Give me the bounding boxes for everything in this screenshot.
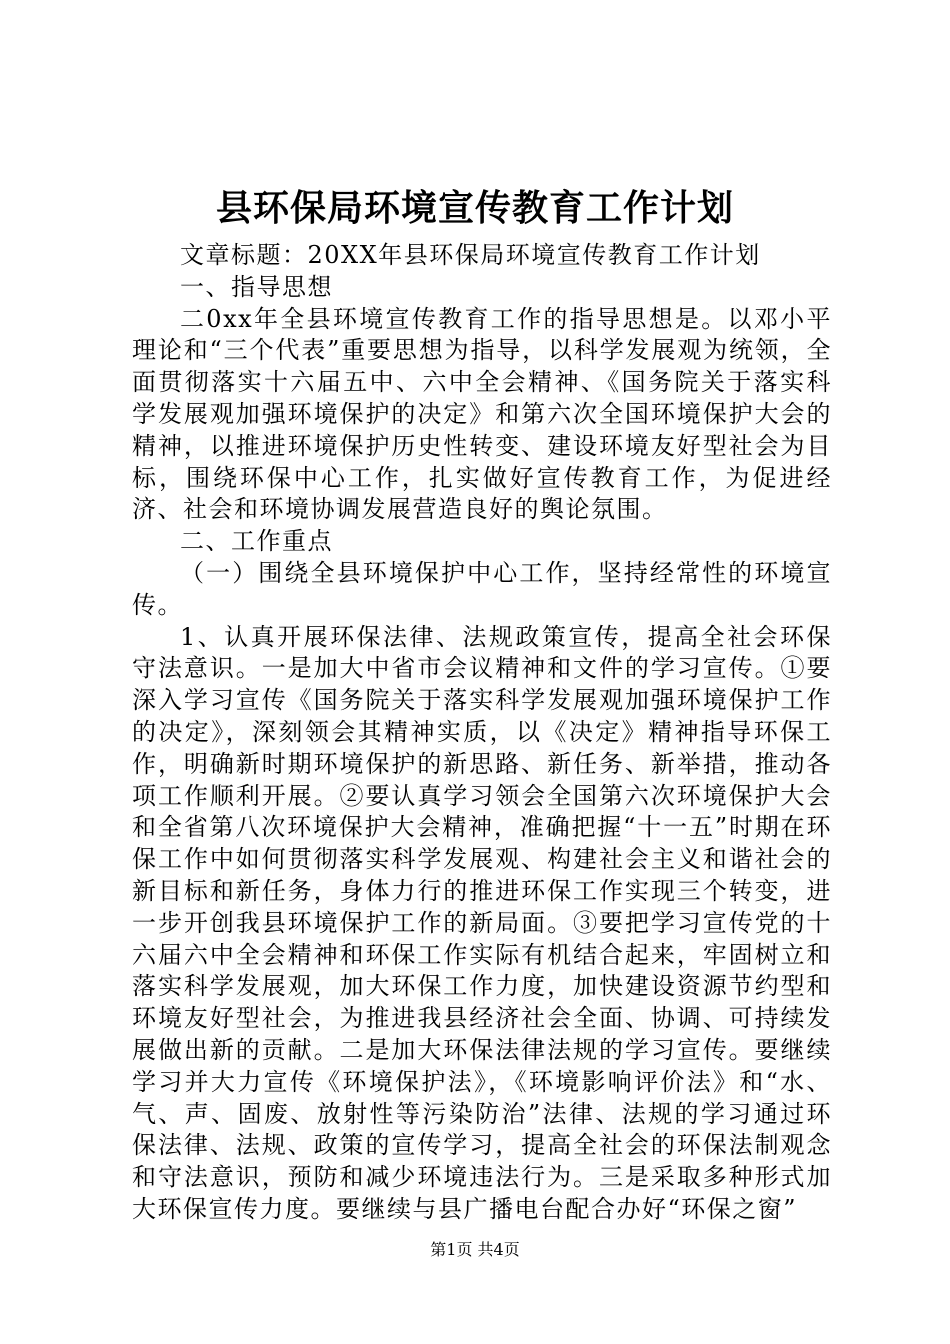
page-footer: 第1页 共4页: [430, 1240, 520, 1259]
article-title-line: 文章标题：20XX年县环保局环境宣传教育工作计划: [180, 241, 761, 269]
section-heading-work-focus: 二、工作重点: [180, 527, 333, 556]
document-title: 县环保局环境宣传教育工作计划: [215, 187, 734, 229]
section-heading-guiding-thought: 一、指导思想: [180, 272, 333, 301]
subsection-heading-1: （一）围绕全县环境保护中心工作，坚持经常性的环境宣传。: [132, 558, 832, 619]
document-body: [132, 208, 832, 1226]
paragraph-item-1: 1、认真开展环保法律、法规政策宣传，提高全社会环保守法意识。一是加大中省市会议精神和文件的学习宣传。①要深入学习宣传《国务院关于落实科学发展观加强环境保护工作的决定》，深刻领会其精神实质，以《决定》精神指导环保工作，明确新时期环境保护的新思路、新任务、新举措，推动各项工作顺利开展。②要认真学习领会全国第六次环境保护大会和全省第八次环境保护大会精神，准确把握“十一五”时期在环保工作中如何贯彻落实科学发展观、构建社会主义和谐社会的新目标和新任务，身体力行的推进环保工作实现三个转变，进一步开创我县环境保护工作的新局面。③要把学习宣传党的十六届六中全会精神和环保工作实际有机结合起来，牢固树立和落实科学发展观，加大环保工作力度，加快建设资源节约型和环境友好型社会，为推进我县经济社会全面、协调、可持续发展做出新的贡献。二是加大环保法律法规的学习宣传。要继续学习并大力宣传《环境保护法》，《环境影响评价法》和“水、气、声、固废、放射性等污染防治”法律、法规的学习通过环保法律、法规、政策的宣传学习，提高全社会的环保法制观念和守法意识，预防和减少环境违法行为。三是采取多种形式加大环保宣传力度。要继续与县广播电台配合办好“环保之窗”: [132, 622, 832, 1223]
paragraph-guiding-thought: 二0xx年全县环境宣传教育工作的指导思想是。以邓小平理论和“三个代表”重要思想为指导，以科学发展观为统领，全面贯彻落实十六届五中、六中全会精神、《国务院关于落实科学发展观加强环境保护的决定》和第六次全国环境保护大会的精神，以推进环境保护历史性转变、建设环境友好型社会为目标，围绕环保中心工作，扎实做好宣传教育工作，为促进经济、社会和环境协调发展营造良好的舆论氛围。: [132, 304, 832, 524]
